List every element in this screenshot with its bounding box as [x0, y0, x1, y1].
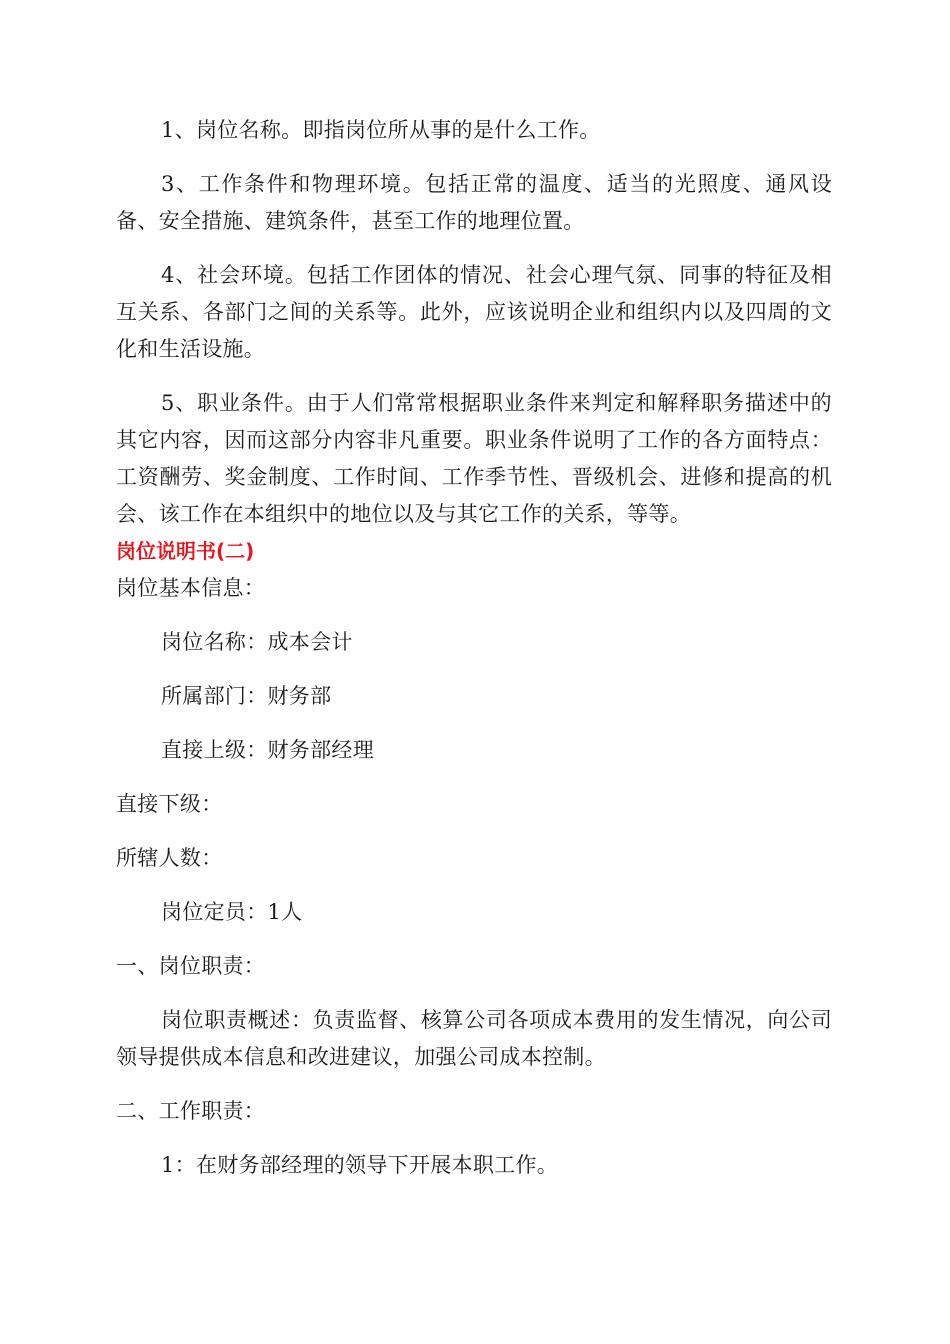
duties-heading: 一、岗位职责：	[116, 954, 266, 978]
item-social-environment: 4、社会环境。包括工作团体的情况、社会心理气氛、同事的特征及相互关系、各部门之间的关系等。此外，应该说明企业和组织内以及四周的文化和生活设施。	[116, 263, 832, 361]
subordinate-field: 直接下级：	[116, 792, 223, 816]
department-field: 所属部门：财务部	[161, 684, 332, 708]
basic-info-label: 岗位基本信息：	[116, 576, 266, 600]
duties-summary: 岗位职责概述：负责监督、核算公司各项成本费用的发生情况，向公司领导提供成本信息和改进建议，加强公司成本控制。	[116, 1008, 832, 1069]
superior-field: 直接上级：财务部经理	[161, 738, 374, 762]
document-page	[116, 112, 832, 1184]
headcount-field: 所辖人数：	[116, 846, 223, 870]
work-duties-heading: 二、工作职责：	[116, 1099, 266, 1123]
item-occupational-conditions: 5、职业条件。由于人们常常根据职业条件来判定和解释职务描述中的其它内容，因而这部分内容非凡重要。职业条件说明了工作的各方面特点：工资酬劳、奖金制度、工作时间、工作季节性、晋级机会、进修和提高的机会、该工作在本组织中的地位以及与其它工作的关系，等等。	[116, 391, 832, 526]
item-work-conditions: 3、工作条件和物理环境。包括正常的温度、适当的光照度、通风设备、安全措施、建筑条件，甚至工作的地理位置。	[116, 172, 832, 233]
item-position-name: 1、岗位名称。即指岗位所从事的是什么工作。	[161, 118, 601, 142]
work-duty-item: 1：在财务部经理的领导下开展本职工作。	[161, 1153, 559, 1177]
staffing-field: 岗位定员：1人	[161, 900, 303, 924]
section-title: 岗位说明书(二)	[116, 539, 255, 563]
position-name-field: 岗位名称：成本会计	[161, 630, 353, 654]
